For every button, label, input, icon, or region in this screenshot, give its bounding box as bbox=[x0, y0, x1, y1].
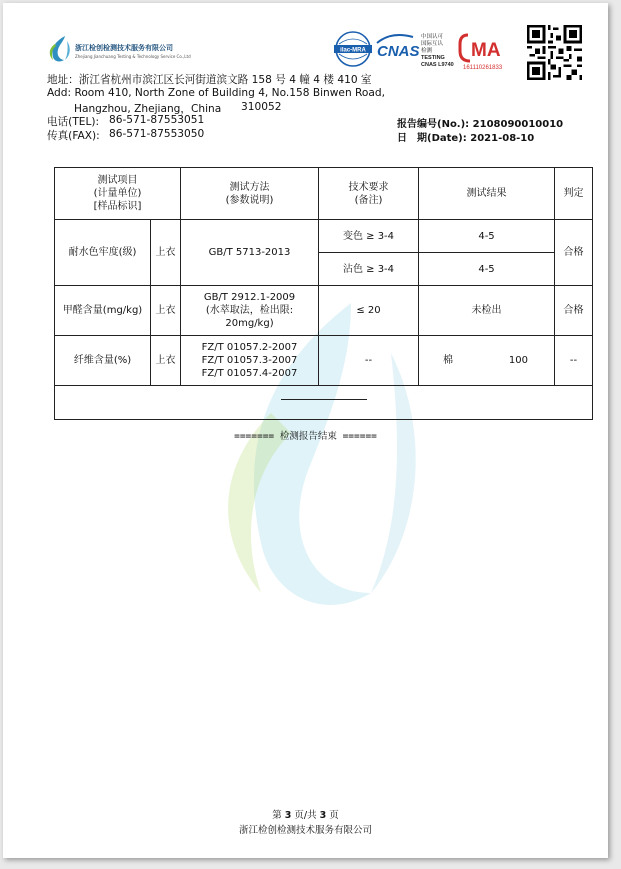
cnas-testing: TESTING bbox=[421, 55, 445, 61]
header-item-line1: 测试项目 bbox=[97, 175, 138, 186]
cnas-cn-1: 中国认可 bbox=[421, 34, 444, 40]
row2-method bbox=[181, 286, 319, 336]
row2-result: 未检出 bbox=[419, 286, 555, 336]
cma-text: MA bbox=[471, 40, 501, 61]
header-requirement bbox=[319, 168, 419, 220]
page-suffix: 页 bbox=[329, 810, 339, 821]
report-date bbox=[397, 129, 534, 144]
header-item-line3: [样品标识] bbox=[93, 201, 142, 212]
postcode: 310052 bbox=[241, 101, 282, 113]
address-en-line1: Add: Room 410, North Zone of Building 4, No.158 Binwen Road, bbox=[47, 87, 385, 99]
table-end-cell bbox=[55, 386, 593, 420]
row1-item: 耐水色牢度(级) bbox=[55, 220, 151, 286]
row3-method-line2: FZ/T 01057.3-2007 bbox=[201, 355, 298, 366]
row1-sub2-requirement: 沾色 ≥ 3-4 bbox=[319, 253, 419, 286]
page-number bbox=[3, 807, 608, 821]
table-row bbox=[55, 336, 593, 386]
header-verdict: 判定 bbox=[555, 168, 593, 220]
row3-method-line1: FZ/T 01057.2-2007 bbox=[201, 342, 298, 353]
report-number bbox=[397, 115, 563, 130]
row3-verdict: -- bbox=[555, 336, 593, 386]
row3-method bbox=[181, 336, 319, 386]
results-table bbox=[54, 167, 593, 420]
row3-part: 上衣 bbox=[151, 336, 181, 386]
cert-logos-icon bbox=[333, 31, 518, 71]
row3-result bbox=[419, 336, 555, 386]
cnas-number: CNAS L9740 bbox=[421, 62, 454, 68]
row2-method-line1: GB/T 2912.1-2009 bbox=[203, 292, 296, 303]
row1-sub1-requirement: 变色 ≥ 3-4 bbox=[319, 220, 419, 253]
table-row bbox=[55, 220, 593, 253]
row2-method-line3: 20mg/kg) bbox=[225, 318, 274, 329]
page-total: 3 bbox=[319, 810, 327, 821]
page-prefix: 第 bbox=[272, 810, 282, 821]
header-method-line1: 测试方法 bbox=[229, 181, 270, 193]
cnas-cn-2: 国际互认 bbox=[421, 41, 444, 47]
table-end-row bbox=[55, 386, 593, 420]
row2-part: 上衣 bbox=[151, 286, 181, 336]
header-test-method bbox=[181, 168, 319, 220]
row3-method-line3: FZ/T 01057.4-2007 bbox=[201, 368, 298, 379]
certification-marks bbox=[333, 31, 518, 75]
company-name-en: Zhejiang Jianchuang Testing & Technology Service Co.,Ltd bbox=[75, 54, 191, 59]
row2-verdict: 合格 bbox=[555, 286, 593, 336]
address-cn: 地址：浙江省杭州市滨江区长河街道滨文路 158 号 4 幢 4 楼 410 室 bbox=[47, 74, 372, 86]
row2-method-line2: (水萃取法，检出限: bbox=[205, 305, 294, 316]
report-date-label: 日 期(Date): bbox=[397, 133, 467, 144]
page-current: 3 bbox=[284, 810, 292, 821]
footer-company: 浙江检创检测技术服务有限公司 bbox=[238, 825, 372, 836]
row3-requirement: -- bbox=[319, 336, 419, 386]
report-page bbox=[3, 3, 608, 858]
header-req-line2: (备注) bbox=[354, 194, 383, 206]
row3-result-value: 100 bbox=[508, 355, 528, 366]
qr-code-icon bbox=[527, 25, 582, 80]
row2-requirement: ≤ 20 bbox=[319, 286, 419, 336]
company-logo-icon bbox=[47, 35, 73, 63]
row1-part: 上衣 bbox=[151, 220, 181, 286]
fax-label: 传真(FAX): bbox=[47, 130, 100, 142]
row1-sub2-result: 4-5 bbox=[419, 253, 555, 286]
cma-number: 161110261833 bbox=[463, 65, 503, 71]
cnas-cn-3: 检测 bbox=[421, 48, 433, 54]
report-number-label: 报告编号(No.): bbox=[397, 119, 470, 130]
header-result: 测试结果 bbox=[419, 168, 555, 220]
cnas-text: CNAS bbox=[377, 43, 420, 60]
row3-result-name: 棉 bbox=[443, 355, 453, 366]
fax-value: 86-571-87553050 bbox=[109, 128, 205, 140]
table-row bbox=[55, 286, 593, 336]
page-middle: 页/共 bbox=[294, 810, 317, 821]
row1-method: GB/T 5713-2013 bbox=[181, 220, 319, 286]
table-header-row bbox=[55, 168, 593, 220]
tel-label: 电话(TEL): bbox=[47, 116, 100, 128]
row3-item: 纤维含量(%) bbox=[55, 336, 151, 386]
address-en-line2: Hangzhou, Zhejiang，China bbox=[74, 103, 222, 115]
company-logo bbox=[47, 35, 191, 67]
ilac-text: ilac-MRA bbox=[340, 47, 366, 54]
company-name-cn: 浙江检创检测技术服务有限公司 bbox=[75, 44, 173, 52]
row1-sub1-result: 4-5 bbox=[419, 220, 555, 253]
tel-value: 86-571-87553051 bbox=[109, 114, 205, 126]
header-method-line2: (参数说明) bbox=[225, 194, 274, 206]
row2-item: 甲醛含量(mg/kg) bbox=[55, 286, 151, 336]
end-divider-line bbox=[281, 399, 367, 400]
header-item-line2: (计量单位) bbox=[93, 188, 142, 199]
header-req-line1: 技术要求 bbox=[348, 181, 389, 193]
report-number-value: 2108090010010 bbox=[472, 119, 564, 130]
report-end-marker: ======= 检测报告结束 ====== bbox=[234, 431, 377, 442]
row1-verdict: 合格 bbox=[555, 220, 593, 286]
header-test-item bbox=[55, 168, 181, 220]
report-date-value: 2021-08-10 bbox=[470, 133, 535, 144]
